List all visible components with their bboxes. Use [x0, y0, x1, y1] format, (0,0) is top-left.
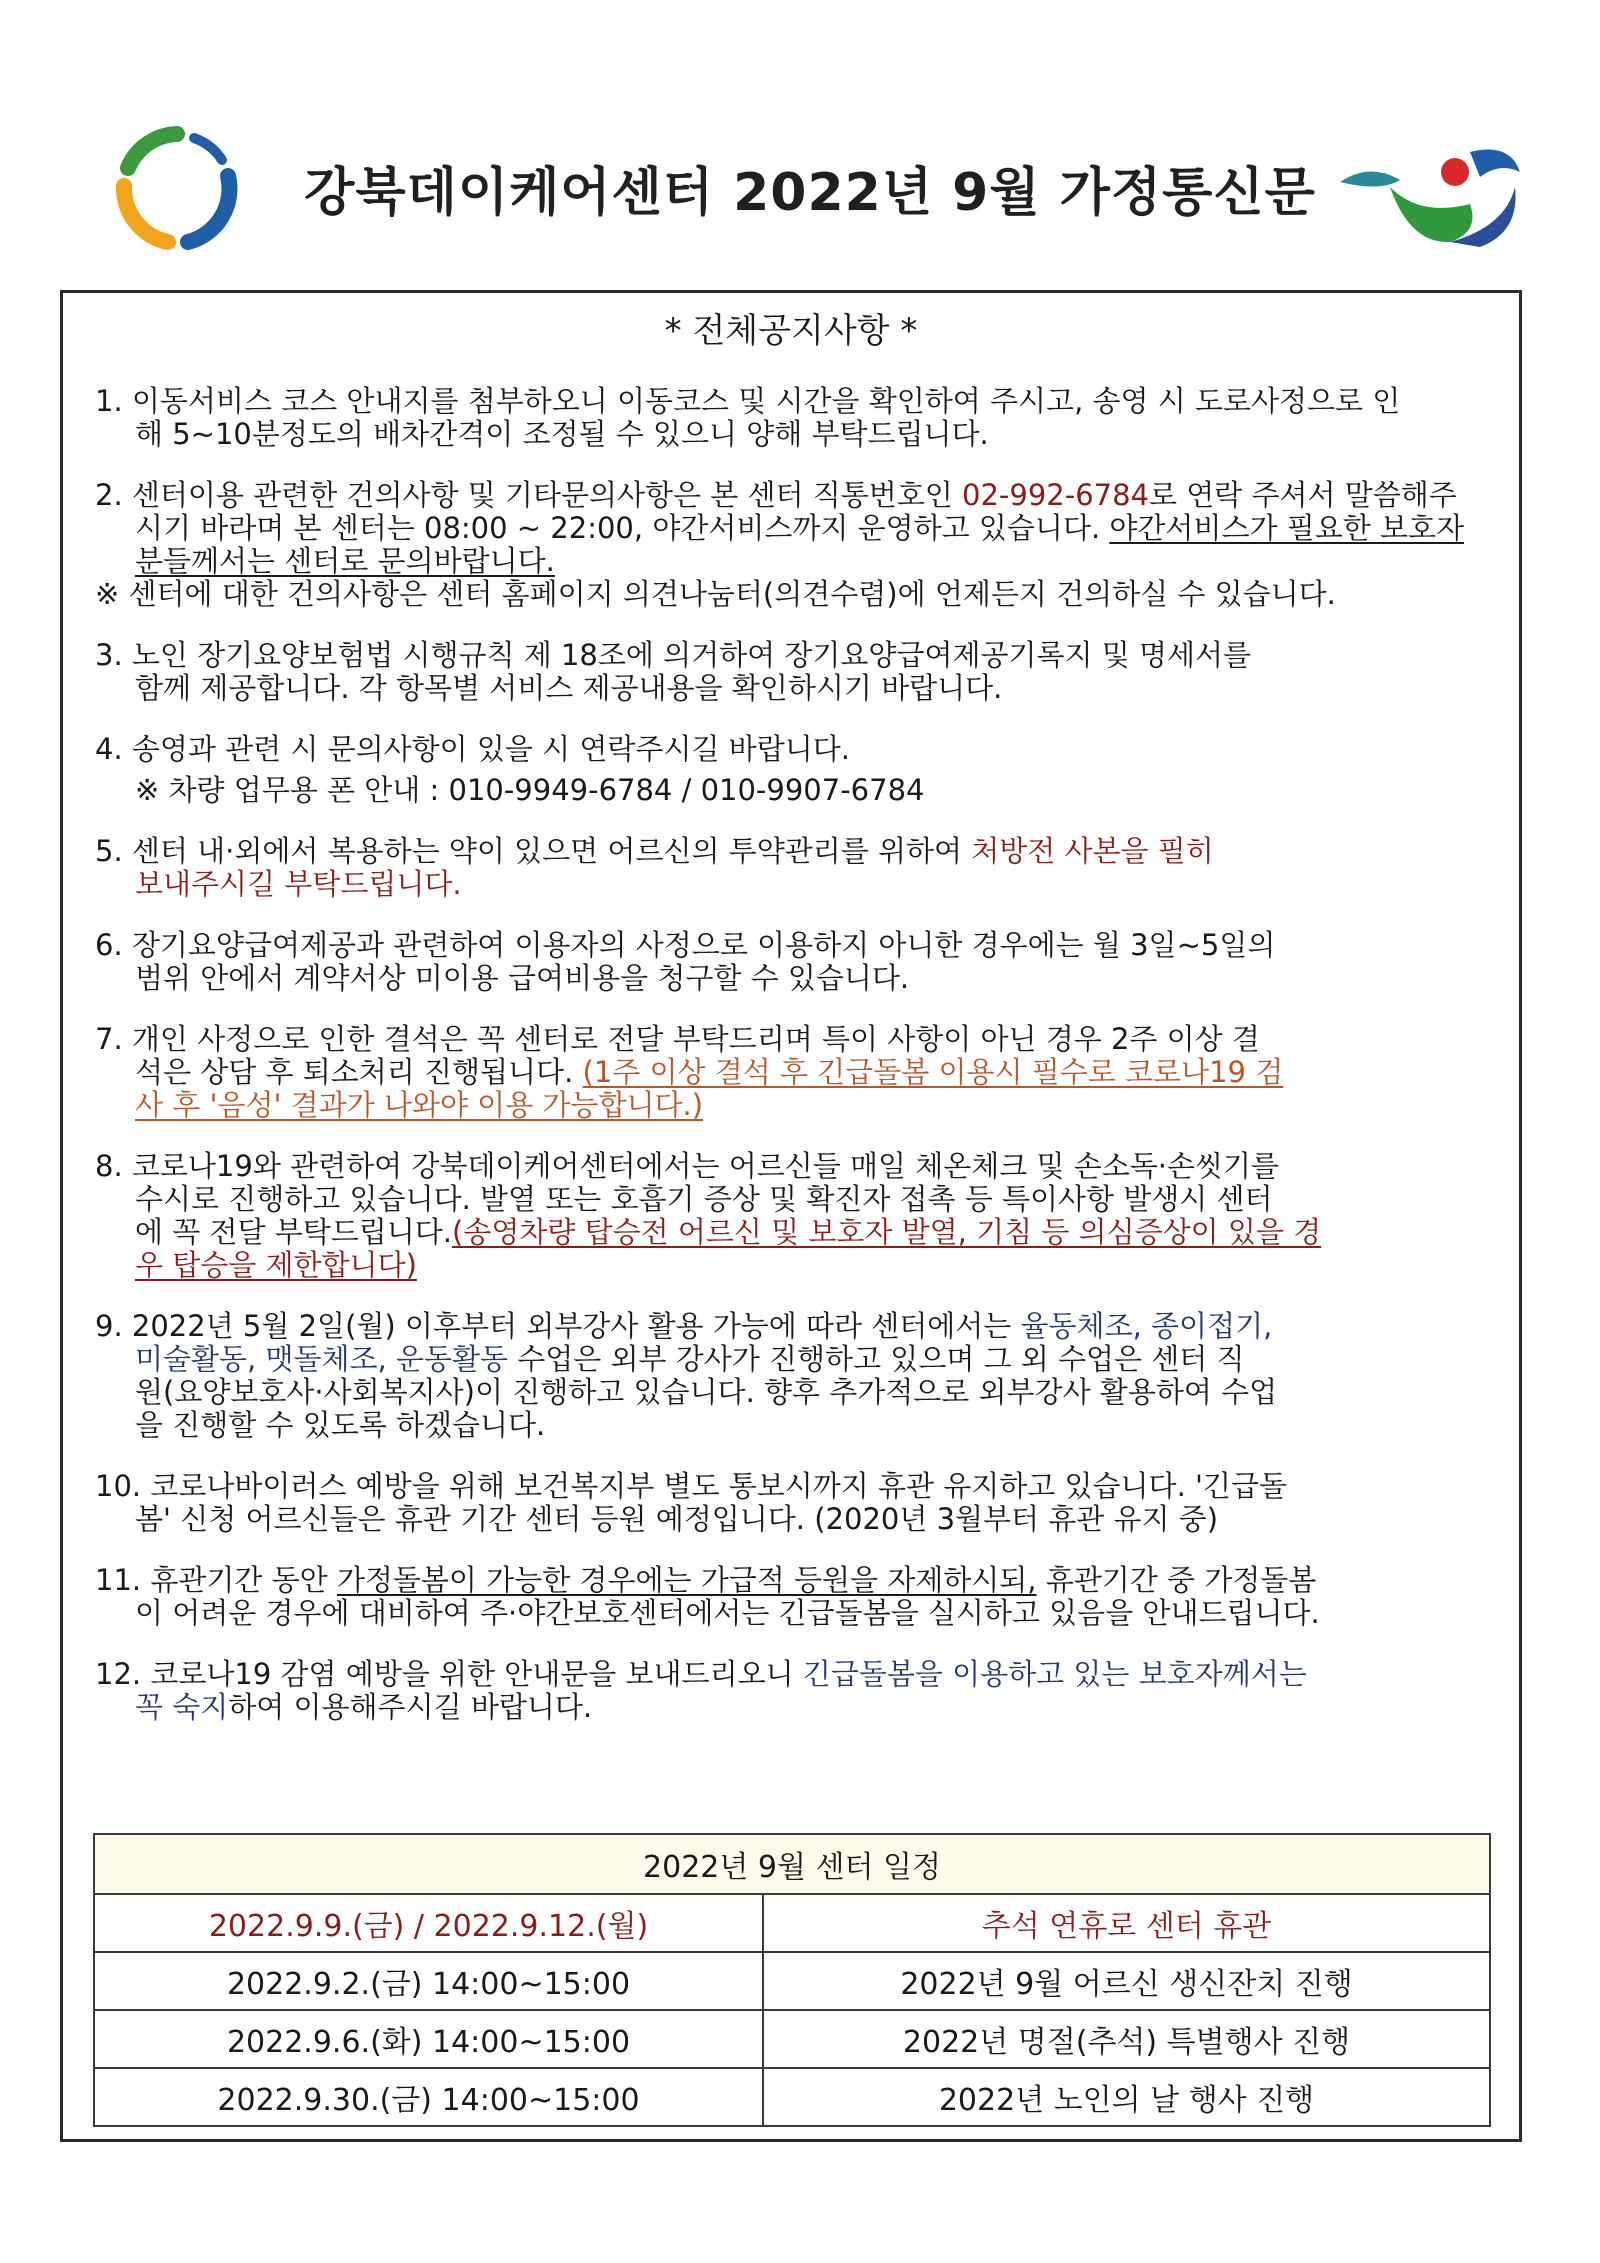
schedule-date: 2022.9.9.(금) / 2022.9.12.(월) [94, 1894, 763, 1952]
notice-note: ※ 센터에 대한 건의사항은 센터 홈페이지 의견나눔터(의견수렴)에 언제든지 건의하실 수 있습니다. [95, 577, 1336, 611]
schedule-title: 2022년 9월 센터 일정 [94, 1834, 1490, 1894]
notice-item-4: 4. 송영과 관련 시 문의사항이 있을 시 연락주시길 바랍니다. ※ 차량 업무용 폰 안내 : 010-9949-6784 / 010-9907-6784 [93, 733, 1493, 807]
notice-list [93, 385, 1493, 1752]
schedule-table [93, 1833, 1491, 2127]
schedule-event: 2022년 노인의 날 행사 진행 [763, 2068, 1490, 2126]
page-header [0, 110, 1600, 270]
notice-item-12: 12. 코로나19 감염 예방을 위한 안내문을 보내드리오니 긴급돌봄을 이용하고 있는 보호자께서는 꼭 숙지하여 이용해주시길 바랍니다. [95, 1657, 1307, 1724]
notice-heading: * 전체공지사항 * [664, 311, 918, 351]
center-phone-number: 02-992-6784 [962, 478, 1150, 512]
notice-item-6: 6. 장기요양급여제공과 관련하여 이용자의 사정으로 이용하지 아니한 경우에는 월 3일~5일의 범위 안에서 계약서상 미이용 급여비용을 청구할 수 있습니다. [95, 928, 1276, 995]
schedule-event: 추석 연휴로 센터 휴관 [763, 1894, 1490, 1952]
notice-item-3: 3. 노인 장기요양보험법 시행규칙 제 18조에 의거하여 장기요양급여제공기록지 및 명세서를 함께 제공합니다. 각 항목별 서비스 제공내용을 확인하시기 바랍니다. [95, 638, 1252, 705]
table-row [94, 2068, 1490, 2126]
notice-item-11: 11. 휴관기간 동안 가정돌봄이 가능한 경우에는 가급적 등원을 자제하시되, 휴관기간 중 가정돌봄 이 어려운 경우에 대비하여 주·야간보호센터에서는 긴급돌봄을 실시하고 있음을 안내드립니다. [95, 1563, 1320, 1630]
vehicle-phone-note: ※ 차량 업무용 폰 안내 : 010-9949-6784 / 010-9907-6784 [135, 773, 925, 807]
table-row [94, 2010, 1490, 2068]
page-title: 강북데이케어센터 2022년 9월 가정통신문 [304, 163, 1316, 223]
notice-item-10: 10. 코로나바이러스 예방을 위해 보건복지부 별도 통보시까지 휴관 유지하고 있습니다. '긴급돌 봄' 신청 어르신들은 휴관 기간 센터 등원 예정입니다. (2020년 3월부터 휴관 유지 중) [95, 1469, 1288, 1536]
notice-frame [60, 290, 1522, 2142]
center-logo-icon [112, 124, 242, 254]
notice-item-5: 5. 센터 내·외에서 복용하는 약이 있으면 어르신의 투약관리를 위하여 처방전 사본을 필히 보내주시길 부탁드립니다. [95, 834, 1214, 901]
schedule-date: 2022.9.6.(화) 14:00~15:00 [94, 2010, 763, 2068]
schedule-event: 2022년 명절(추석) 특별행사 진행 [763, 2010, 1490, 2068]
table-row [94, 1952, 1490, 2010]
schedule-date: 2022.9.30.(금) 14:00~15:00 [94, 2068, 763, 2126]
schedule-header-row [94, 1834, 1490, 1894]
notice-item-7: 7. 개인 사정으로 인한 결석은 꼭 센터로 전달 부탁드리며 특이 사항이 아닌 경우 2주 이상 결 석은 상담 후 퇴소처리 진행됩니다. (1주 이상 결석 후 긴급돌봄 이용시 필수로 코로나19 검 사 후 '음성' 결과가 나와야 이용 가능합니다.) [95, 1022, 1284, 1122]
notice-item-2: 2. 센터이용 관련한 건의사항 및 기타문의사항은 본 센터 직통번호인 02-992-6784로 연락 주셔서 말씀해주 시기 바라며 본 센터는 08:00 ~ 22:00, 야간서비스까지 운영하고 있습니다. 야간서비스가 필요한 보호자 분들께서는 센터로 문의바랍니다. ※ 센터에 대한 건의사항은 센터 홈페이지 의견나눔터(의견수렴)에 언제든지 건의하실 수 있습니다. [93, 479, 1493, 611]
schedule-event: 2022년 9월 어르신 생신잔치 진행 [763, 1952, 1490, 2010]
table-row [94, 1894, 1490, 1952]
notice-item-1: 1. 이동서비스 코스 안내지를 첨부하오니 이동코스 및 시간을 확인하여 주시고, 송영 시 도로사정으로 인 해 5~10분정도의 배차간격이 조정될 수 있으니 양해 부탁드립니다. [95, 384, 1401, 451]
gangbuk-district-logo-icon [1330, 132, 1530, 252]
notice-item-8: 8. 코로나19와 관련하여 강북데이케어센터에서는 어르신들 매일 체온체크 및 손소독·손씻기를 수시로 진행하고 있습니다. 발열 또는 호흡기 증상 및 확진자 접촉 등 특이사항 발생시 센터 에 꼭 전달 부탁드립니다.(송영차량 탑승전 어르신 및 보호자 발열, 기침 등 의심증상이 있을 경 우 탑승을 제한합니다) [95, 1149, 1322, 1282]
schedule-date: 2022.9.2.(금) 14:00~15:00 [94, 1952, 763, 2010]
notice-item-9: 9. 2022년 5월 2일(월) 이후부터 외부강사 활용 가능에 따라 센터에서는 율동체조, 종이접기, 미술활동, 맷돌체조, 운동활동 수업은 외부 강사가 진행하고 있으며 그 외 수업은 센터 직 원(요양보호사·사회복지사)이 진행하고 있습니다. 향후 추가적으로 외부강사 활용하여 수업 을 진행할 수 있도록 하겠습니다. [95, 1309, 1278, 1442]
